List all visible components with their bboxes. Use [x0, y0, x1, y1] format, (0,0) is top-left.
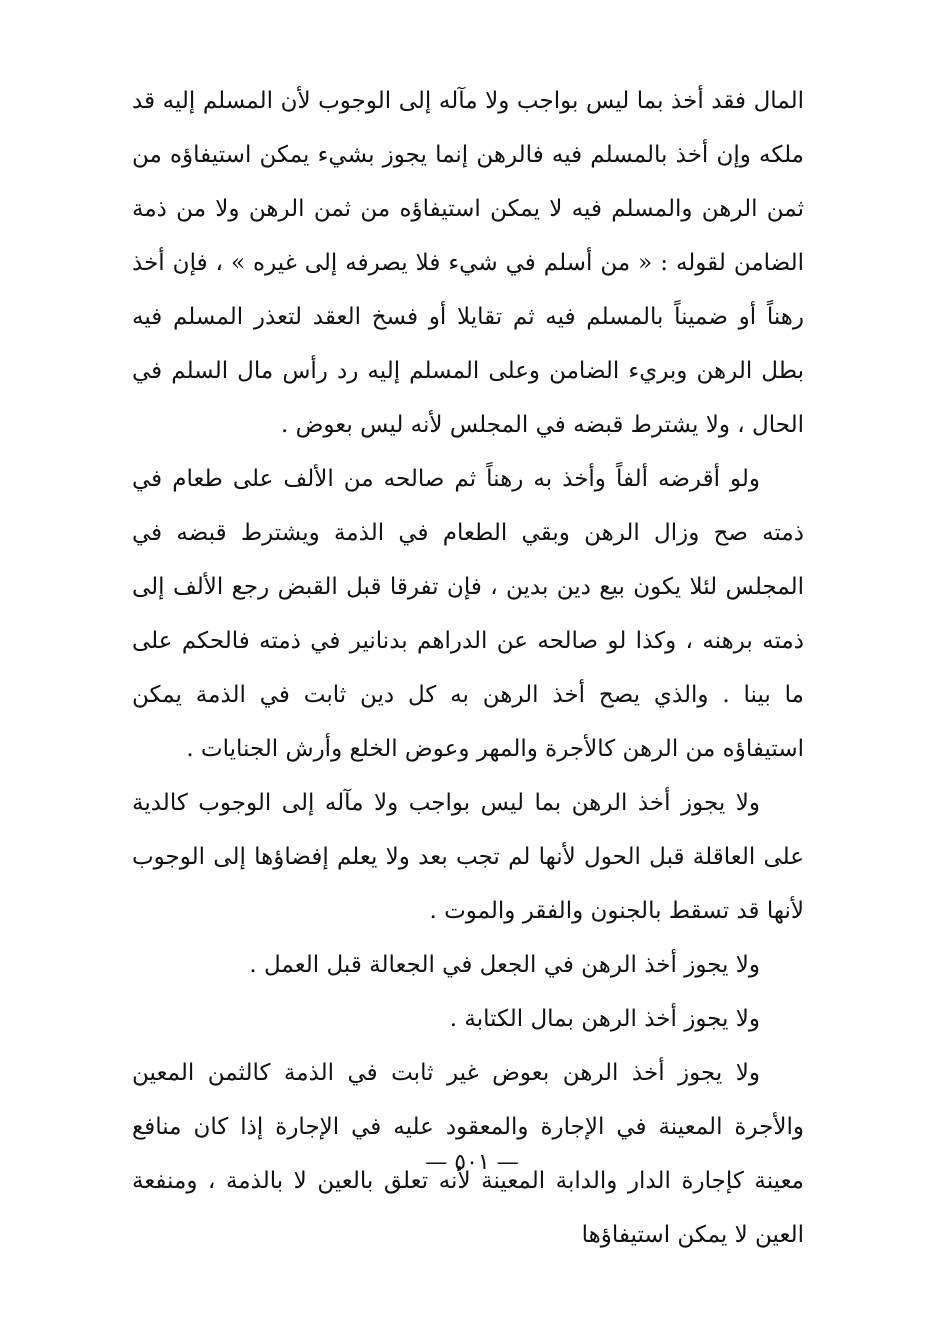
page-number: — ٥٠١ —: [425, 1150, 519, 1175]
paragraph-6: ولا يجوز أخذ الرهن بعوض غير ثابت في الذمة كالثمن المعين والأجرة المعينة في الإجارة والمعقود عليه في الإجارة إذا كان منافع معينة كإجارة الدار والدابة المعينة لأنه تعلق بالعين لا بالذمة ، ومنفعة العين لا يمكن استيفاؤها: [132, 1060, 804, 1248]
body-text: [132, 74, 804, 1262]
paragraph-3: ولا يجوز أخذ الرهن بما ليس بواجب ولا مآله إلى الوجوب كالدية على العاقلة قبل الحول لأنها لم تجب بعد ولا يعلم إفضاؤها إلى الوجوب لأنها قد تسقط بالجنون والفقر والموت .: [132, 790, 804, 924]
paragraph-2: ولو أقرضه ألفاً وأخذ به رهناً ثم صالحه من الألف على طعام في ذمته صح وزال الرهن وبقي الطعام في الذمة ويشترط قبضه في المجلس لئلا يكون بيع دين بدين ، فإن تفرقا قبل القبض رجع الألف إلى ذمته برهنه ، وكذا لو صالحه عن الدراهم بدنانير في ذمته فالحكم على ما بينا . والذي يصح أخذ الرهن به كل دين ثابت في الذمة يمكن استيفاؤه من الرهن كالأجرة والمهر وعوض الخلع وأرش الجنايات .: [132, 466, 804, 762]
paragraph-4: ولا يجوز أخذ الرهن في الجعل في الجعالة قبل العمل .: [249, 952, 760, 978]
paragraph-5: ولا يجوز أخذ الرهن بمال الكتابة .: [449, 1006, 760, 1032]
paragraph-1: المال فقد أخذ بما ليس بواجب ولا مآله إلى الوجوب لأن المسلم إليه قد ملكه وإن أخذ بالمسلم فيه فالرهن إنما يجوز بشيء يمكن استيفاؤه من ثمن الرهن والمسلم فيه لا يمكن استيفاؤه من ثمن الرهن ولا من ذمة الضامن لقوله : « من أسلم في شيء فلا يصرفه إلى غيره » ، فإن أخذ رهناً أو ضميناً بالمسلم فيه ثم تقايلا أو فسخ العقد لتعذر المسلم فيه بطل الرهن وبريء الضامن وعلى المسلم إليه رد رأس مال السلم في الحال ، ولا يشترط قبضه في المجلس لأنه ليس بعوض .: [132, 88, 804, 438]
